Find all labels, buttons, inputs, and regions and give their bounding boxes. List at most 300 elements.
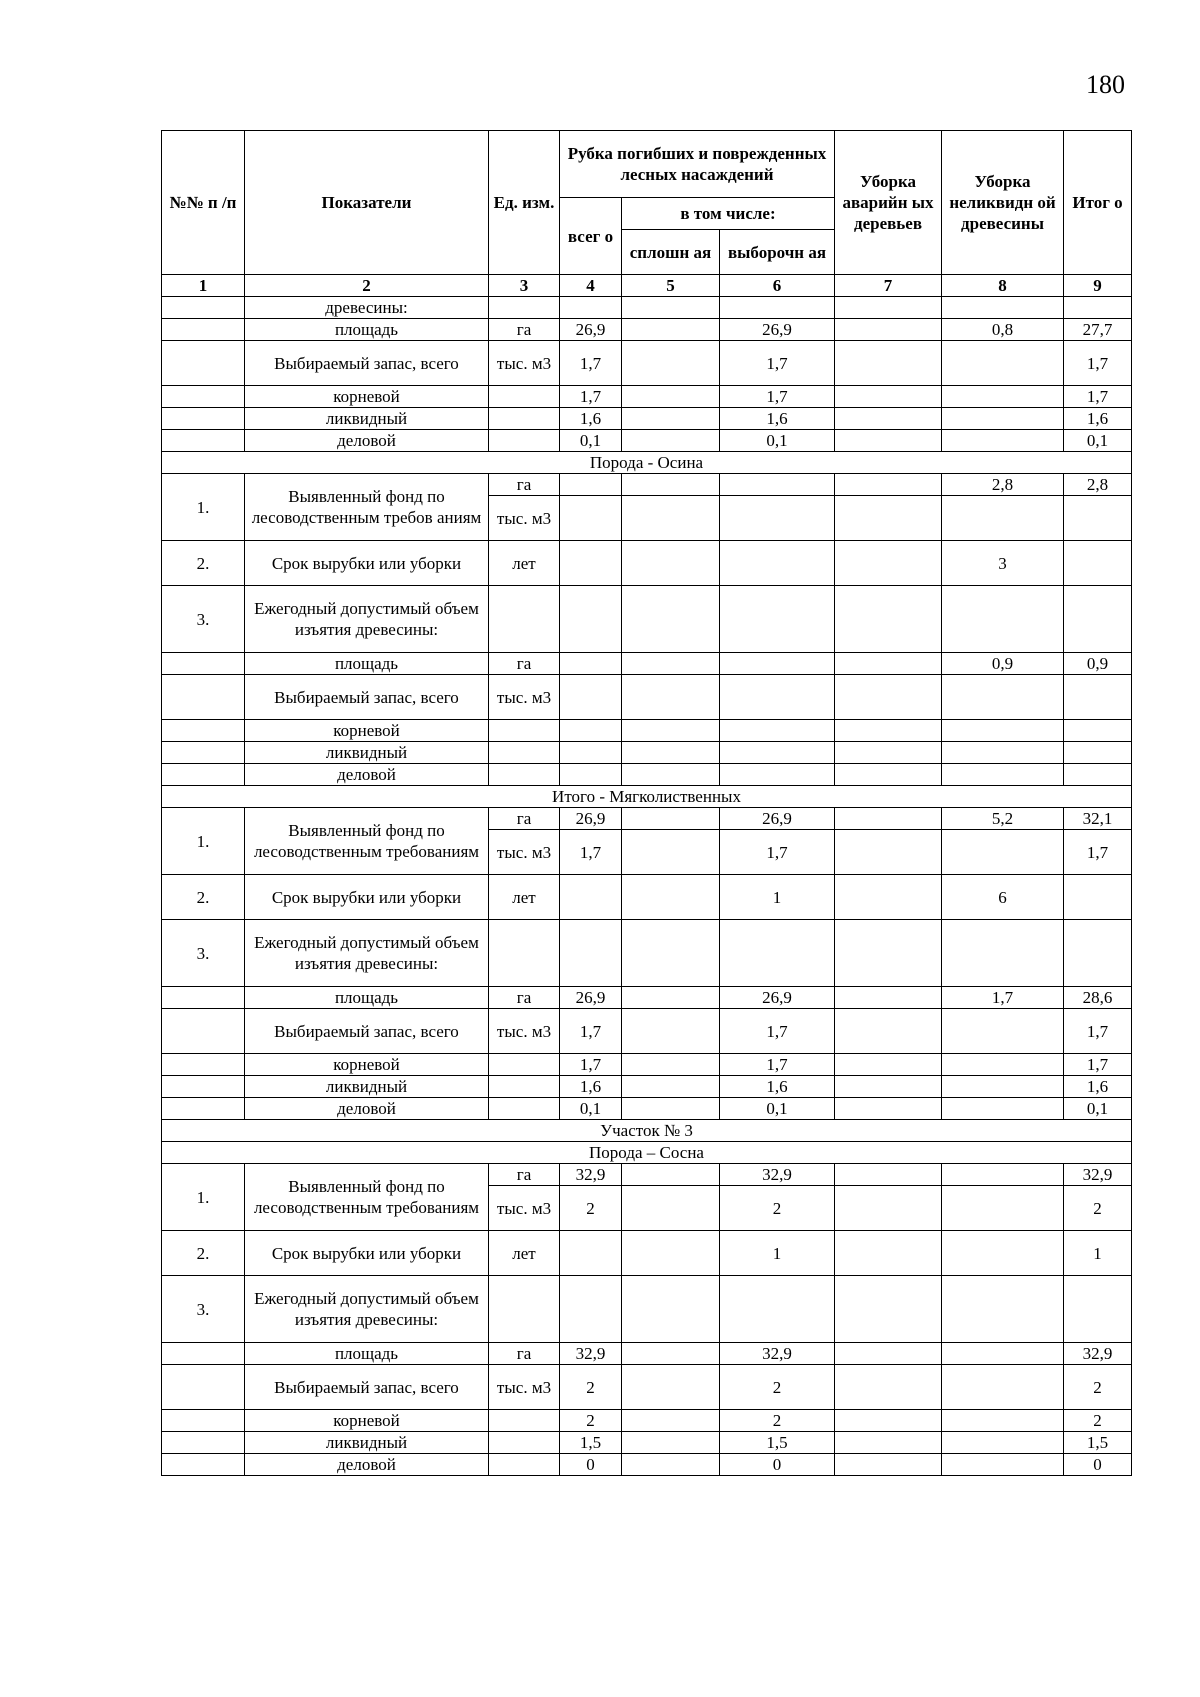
table-cell: Выбираемый запас, всего — [245, 1365, 489, 1410]
table-cell — [1064, 675, 1132, 720]
table-cell — [835, 297, 942, 319]
column-number: 6 — [720, 275, 835, 297]
table-cell: га — [489, 319, 560, 341]
table-cell — [622, 720, 720, 742]
table-cell — [162, 764, 245, 786]
table-cell: ликвидный — [245, 742, 489, 764]
table-cell — [835, 1009, 942, 1054]
table-cell — [835, 742, 942, 764]
table-cell: 1,6 — [720, 1076, 835, 1098]
table-cell: 1,7 — [720, 386, 835, 408]
header-emergency: Уборка аварийн ых деревьев — [835, 131, 942, 275]
table-cell — [560, 653, 622, 675]
section-row — [162, 786, 1132, 808]
table-row — [162, 1432, 1132, 1454]
table-cell — [162, 720, 245, 742]
table-cell — [622, 1343, 720, 1365]
table-cell: деловой — [245, 1098, 489, 1120]
table-cell — [622, 875, 720, 920]
table-cell — [720, 920, 835, 987]
table-cell: 2 — [1064, 1410, 1132, 1432]
table-cell: Выбираемый запас, всего — [245, 1009, 489, 1054]
section-title: Порода - Осина — [162, 452, 1132, 474]
table-row — [162, 297, 1132, 319]
table-cell — [835, 1164, 942, 1186]
table-cell — [835, 430, 942, 452]
table-cell: 0,9 — [1064, 653, 1132, 675]
table-cell — [835, 1054, 942, 1076]
header-clear: сплошн ая — [622, 230, 720, 275]
table-cell — [622, 541, 720, 586]
table-cell: 1,7 — [720, 341, 835, 386]
table-cell — [622, 830, 720, 875]
table-cell — [720, 720, 835, 742]
table-cell — [835, 1231, 942, 1276]
page-number: 180 — [1086, 70, 1125, 99]
table-cell — [942, 430, 1064, 452]
section-title: Порода – Сосна — [162, 1142, 1132, 1164]
table-cell — [942, 1009, 1064, 1054]
table-cell — [622, 430, 720, 452]
table-cell — [622, 297, 720, 319]
column-numbers-row — [162, 275, 1132, 297]
table-cell — [162, 1432, 245, 1454]
table-cell — [622, 1164, 720, 1186]
header-indicator: Показатели — [245, 131, 489, 275]
table-cell: 2 — [560, 1186, 622, 1231]
table-cell — [835, 319, 942, 341]
table-cell: 3. — [162, 586, 245, 653]
table-cell: 32,9 — [1064, 1164, 1132, 1186]
table-row — [162, 920, 1132, 987]
table-row — [162, 386, 1132, 408]
column-number: 8 — [942, 275, 1064, 297]
table-cell — [622, 1454, 720, 1476]
table-cell — [622, 496, 720, 541]
table-cell: тыс. м3 — [489, 1365, 560, 1410]
table-cell: площадь — [245, 1343, 489, 1365]
table-cell — [622, 1098, 720, 1120]
table-cell — [835, 1098, 942, 1120]
table-cell: 32,9 — [1064, 1343, 1132, 1365]
table-cell — [942, 830, 1064, 875]
table-cell: 2. — [162, 875, 245, 920]
table-cell — [622, 675, 720, 720]
table-cell: 1,6 — [720, 408, 835, 430]
table-cell: 26,9 — [560, 319, 622, 341]
table-row — [162, 319, 1132, 341]
table-cell — [560, 297, 622, 319]
table-cell — [489, 720, 560, 742]
table-cell — [720, 742, 835, 764]
table-cell — [162, 319, 245, 341]
table-cell — [942, 386, 1064, 408]
table-cell — [489, 742, 560, 764]
table-cell — [560, 1231, 622, 1276]
table-cell — [622, 1186, 720, 1231]
table-cell — [835, 1276, 942, 1343]
table-cell — [622, 920, 720, 987]
table-cell — [489, 430, 560, 452]
table-cell — [942, 764, 1064, 786]
table-cell — [942, 1186, 1064, 1231]
table-cell: 0,1 — [1064, 1098, 1132, 1120]
table-cell: 0,9 — [942, 653, 1064, 675]
table-cell: 3. — [162, 920, 245, 987]
table-cell: лет — [489, 1231, 560, 1276]
column-number: 1 — [162, 275, 245, 297]
column-number: 7 — [835, 275, 942, 297]
table-cell: 28,6 — [1064, 987, 1132, 1009]
table-cell: 1,7 — [560, 1009, 622, 1054]
table-cell: 27,7 — [1064, 319, 1132, 341]
table-cell — [835, 764, 942, 786]
table-cell: деловой — [245, 1454, 489, 1476]
table-cell: 1,7 — [560, 830, 622, 875]
table-row — [162, 341, 1132, 386]
header-illiquid: Уборка неликвидн ой древесины — [942, 131, 1064, 275]
table-body — [162, 275, 1132, 1476]
table-cell — [162, 430, 245, 452]
table-row — [162, 808, 1132, 830]
table-cell — [622, 386, 720, 408]
table-row — [162, 675, 1132, 720]
table-cell — [489, 1454, 560, 1476]
table-row — [162, 1076, 1132, 1098]
table-cell — [942, 720, 1064, 742]
table-cell: 0,8 — [942, 319, 1064, 341]
row-label: Выявленный фонд по лесоводственным требованиям — [245, 1164, 489, 1231]
table-cell: га — [489, 1164, 560, 1186]
table-cell — [162, 1343, 245, 1365]
table-cell: тыс. м3 — [489, 341, 560, 386]
table-cell: 1,7 — [720, 1009, 835, 1054]
table-cell — [162, 1365, 245, 1410]
table-cell — [835, 830, 942, 875]
table-cell — [560, 875, 622, 920]
table-cell — [835, 808, 942, 830]
table-cell: 0,1 — [720, 1098, 835, 1120]
table-cell — [1064, 297, 1132, 319]
section-row — [162, 1120, 1132, 1142]
table-cell — [835, 1454, 942, 1476]
table-cell: га — [489, 1343, 560, 1365]
table-cell: 32,1 — [1064, 808, 1132, 830]
table-cell: Выбираемый запас, всего — [245, 675, 489, 720]
table-cell — [835, 474, 942, 496]
table-cell: 2 — [720, 1365, 835, 1410]
table-row — [162, 586, 1132, 653]
table-cell — [835, 341, 942, 386]
row-number: 1. — [162, 474, 245, 541]
table-cell: 1,7 — [560, 341, 622, 386]
table-cell: 2 — [720, 1186, 835, 1231]
table-cell — [942, 1410, 1064, 1432]
table-cell — [1064, 742, 1132, 764]
table-cell: 26,9 — [720, 319, 835, 341]
table-cell: лет — [489, 875, 560, 920]
table-cell: корневой — [245, 1410, 489, 1432]
table-row — [162, 987, 1132, 1009]
table-cell — [622, 1432, 720, 1454]
table-cell: 0,1 — [560, 430, 622, 452]
table-cell: 32,9 — [720, 1164, 835, 1186]
table-cell — [622, 1009, 720, 1054]
table-cell — [489, 1054, 560, 1076]
table-cell — [720, 1276, 835, 1343]
table-cell — [162, 386, 245, 408]
table-cell — [560, 541, 622, 586]
table-cell: ликвидный — [245, 1076, 489, 1098]
table-cell — [720, 586, 835, 653]
table-cell — [1064, 586, 1132, 653]
table-row — [162, 720, 1132, 742]
table-cell — [162, 1054, 245, 1076]
section-title: Итого - Мягколиственных — [162, 786, 1132, 808]
table-cell — [162, 675, 245, 720]
table-row — [162, 1365, 1132, 1410]
table-cell — [622, 1054, 720, 1076]
table-row — [162, 875, 1132, 920]
table-row — [162, 541, 1132, 586]
table-cell: 3. — [162, 1276, 245, 1343]
table-cell: 32,9 — [560, 1164, 622, 1186]
row-label: Выявленный фонд по лесоводственным требов аниям — [245, 474, 489, 541]
table-cell: 0,1 — [560, 1098, 622, 1120]
table-cell — [835, 1432, 942, 1454]
table-cell: 1,7 — [942, 987, 1064, 1009]
column-number: 5 — [622, 275, 720, 297]
table-cell — [622, 808, 720, 830]
table-cell: 3 — [942, 541, 1064, 586]
table-cell: 1,7 — [720, 1054, 835, 1076]
table-cell: 0,1 — [720, 430, 835, 452]
table-cell: 1 — [720, 1231, 835, 1276]
table-cell — [942, 341, 1064, 386]
table-cell: тыс. м3 — [489, 496, 560, 541]
section-row — [162, 452, 1132, 474]
table-cell: 1,5 — [560, 1432, 622, 1454]
table-cell — [622, 1410, 720, 1432]
table-cell: га — [489, 808, 560, 830]
table-cell — [942, 742, 1064, 764]
table-cell: Ежегодный допустимый объем изъятия древесины: — [245, 1276, 489, 1343]
table-cell — [560, 764, 622, 786]
table-cell — [622, 474, 720, 496]
table-cell: 1,6 — [560, 1076, 622, 1098]
table-cell — [942, 1164, 1064, 1186]
header-num: №№ п /п — [162, 131, 245, 275]
column-number: 2 — [245, 275, 489, 297]
table-row — [162, 1009, 1132, 1054]
table-cell — [162, 1098, 245, 1120]
table-cell: площадь — [245, 653, 489, 675]
table-cell — [835, 1410, 942, 1432]
table-cell — [835, 386, 942, 408]
row-number: 1. — [162, 1164, 245, 1231]
table-cell: деловой — [245, 430, 489, 452]
table-row — [162, 653, 1132, 675]
table-cell — [835, 920, 942, 987]
table-cell — [942, 408, 1064, 430]
table-cell — [720, 474, 835, 496]
table-cell — [835, 1076, 942, 1098]
table-cell: 1,5 — [1064, 1432, 1132, 1454]
table-cell: тыс. м3 — [489, 675, 560, 720]
table-cell — [942, 586, 1064, 653]
table-cell — [835, 408, 942, 430]
table-cell — [942, 1343, 1064, 1365]
table-cell — [942, 1076, 1064, 1098]
table-cell — [942, 675, 1064, 720]
table-cell: Срок вырубки или уборки — [245, 875, 489, 920]
table-cell — [1064, 875, 1132, 920]
table-cell — [489, 1076, 560, 1098]
row-label: Выявленный фонд по лесоводственным требованиям — [245, 808, 489, 875]
column-number: 4 — [560, 275, 622, 297]
table-cell — [835, 875, 942, 920]
table-cell: 0 — [1064, 1454, 1132, 1476]
table-cell: 1,6 — [560, 408, 622, 430]
table-cell — [622, 341, 720, 386]
table-cell: га — [489, 474, 560, 496]
table-cell: 32,9 — [560, 1343, 622, 1365]
table-cell: 26,9 — [560, 987, 622, 1009]
table-cell — [942, 1054, 1064, 1076]
table-cell — [489, 764, 560, 786]
table-cell — [835, 987, 942, 1009]
table-row — [162, 430, 1132, 452]
table-cell — [560, 1276, 622, 1343]
table-row — [162, 1343, 1132, 1365]
table-cell — [622, 408, 720, 430]
table-cell — [720, 675, 835, 720]
table-cell: древесины: — [245, 297, 489, 319]
table-cell — [560, 675, 622, 720]
table-cell: площадь — [245, 319, 489, 341]
table-cell: 1,7 — [1064, 1009, 1132, 1054]
table-cell: 1,7 — [1064, 830, 1132, 875]
table-cell: 1,7 — [1064, 341, 1132, 386]
table-cell — [1064, 720, 1132, 742]
table-cell: га — [489, 653, 560, 675]
column-number: 9 — [1064, 275, 1132, 297]
table-cell: 2 — [560, 1365, 622, 1410]
table-cell — [489, 1276, 560, 1343]
table-cell — [489, 920, 560, 987]
table-cell — [720, 764, 835, 786]
table-cell: площадь — [245, 987, 489, 1009]
table-cell — [162, 1454, 245, 1476]
table-cell — [622, 764, 720, 786]
table-cell — [720, 297, 835, 319]
table-cell — [622, 1076, 720, 1098]
header-incl: в том числе: — [622, 198, 835, 230]
table-cell — [942, 1432, 1064, 1454]
table-cell — [489, 1098, 560, 1120]
table-cell — [1064, 764, 1132, 786]
section-title: Участок № 3 — [162, 1120, 1132, 1142]
table-cell — [942, 1098, 1064, 1120]
table-cell: 1,7 — [1064, 1054, 1132, 1076]
table-cell — [560, 720, 622, 742]
table-cell — [162, 1076, 245, 1098]
table-cell: 2 — [560, 1410, 622, 1432]
table-cell — [489, 297, 560, 319]
table-cell: 0 — [560, 1454, 622, 1476]
section-row — [162, 1142, 1132, 1164]
table-cell: 0 — [720, 1454, 835, 1476]
table-cell: 6 — [942, 875, 1064, 920]
table-cell: лет — [489, 541, 560, 586]
table-row — [162, 1276, 1132, 1343]
table-cell — [622, 1231, 720, 1276]
table-cell — [622, 987, 720, 1009]
table-cell — [1064, 1276, 1132, 1343]
table-cell — [162, 1410, 245, 1432]
table-cell: 2 — [1064, 1186, 1132, 1231]
table-cell: 2 — [720, 1410, 835, 1432]
table-cell: тыс. м3 — [489, 1009, 560, 1054]
table-cell — [622, 586, 720, 653]
table-cell — [560, 586, 622, 653]
table-cell — [622, 1276, 720, 1343]
table-cell — [835, 1365, 942, 1410]
table-row — [162, 1454, 1132, 1476]
table-cell: 1,7 — [1064, 386, 1132, 408]
table-cell: Ежегодный допустимый объем изъятия древесины: — [245, 586, 489, 653]
header-selective: выборочн ая — [720, 230, 835, 275]
table-cell: 1,6 — [1064, 408, 1132, 430]
table-cell: 2,8 — [942, 474, 1064, 496]
table-cell — [560, 474, 622, 496]
table-cell — [560, 742, 622, 764]
table-cell — [1064, 541, 1132, 586]
table-cell: 26,9 — [720, 987, 835, 1009]
table-cell: 1 — [1064, 1231, 1132, 1276]
table-cell: 1,7 — [560, 386, 622, 408]
table-cell: ликвидный — [245, 408, 489, 430]
table-cell — [835, 653, 942, 675]
table-cell: 2. — [162, 541, 245, 586]
table-cell — [622, 1365, 720, 1410]
table-cell — [942, 920, 1064, 987]
table-cell: 1,7 — [560, 1054, 622, 1076]
table-cell: Ежегодный допустимый объем изъятия древесины: — [245, 920, 489, 987]
table-cell — [720, 541, 835, 586]
header-itogo: Итог о — [1064, 131, 1132, 275]
table-cell: 1,6 — [1064, 1076, 1132, 1098]
table-cell: корневой — [245, 386, 489, 408]
table-cell — [489, 586, 560, 653]
table-cell: 1,5 — [720, 1432, 835, 1454]
table-cell — [835, 675, 942, 720]
header-total-sub: всег о — [560, 198, 622, 275]
table-row — [162, 474, 1132, 496]
table-cell: 2. — [162, 1231, 245, 1276]
table-cell — [622, 319, 720, 341]
table-cell — [942, 1454, 1064, 1476]
table-cell — [942, 1276, 1064, 1343]
table-cell: деловой — [245, 764, 489, 786]
table-cell — [1064, 920, 1132, 987]
table-cell: 32,9 — [720, 1343, 835, 1365]
table-cell: 2 — [1064, 1365, 1132, 1410]
table-cell: 26,9 — [720, 808, 835, 830]
table-row — [162, 1164, 1132, 1186]
table-cell — [489, 1410, 560, 1432]
table-cell: корневой — [245, 1054, 489, 1076]
